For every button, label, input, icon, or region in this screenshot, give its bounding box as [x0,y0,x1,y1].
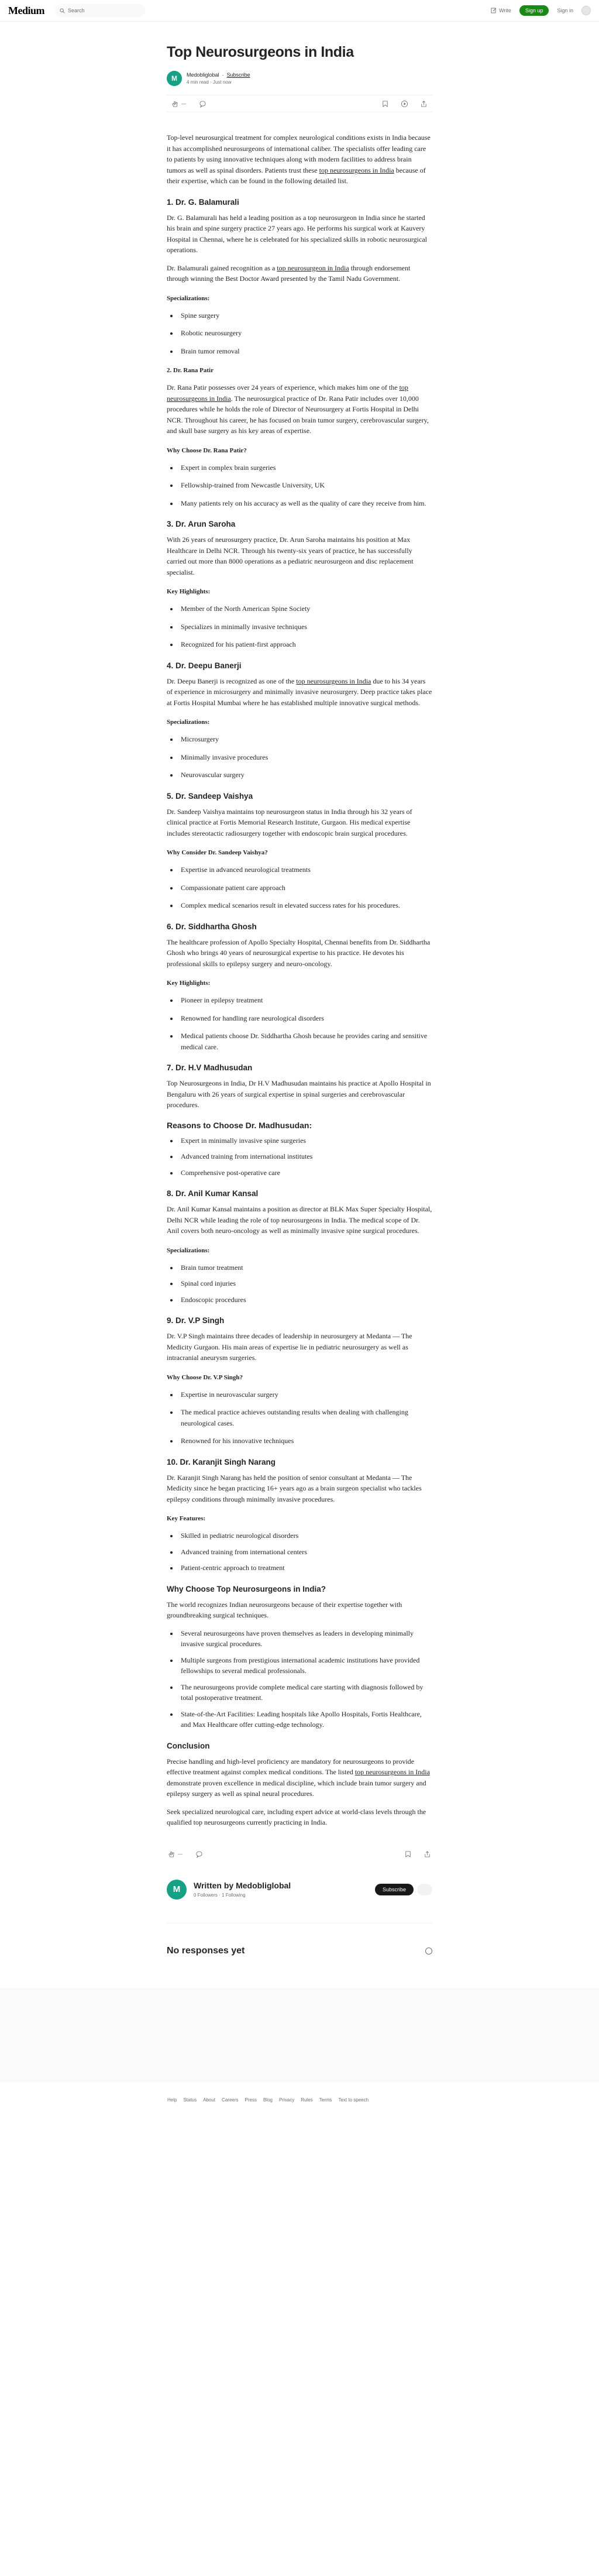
subheading: Reasons to Choose Dr. Madhusudan: [167,1120,312,1130]
text-run: Dr. Rana Patir possesses over 24 years of experience, which makes him one of the [167,383,400,391]
list-item: • Brain tumor removal [178,346,432,357]
bullet-list [178,734,432,781]
article-footer-actions [167,1846,432,1863]
footer-link-privacy[interactable]: Privacy [278,2097,295,2103]
author-row [167,71,432,86]
subheading: Key Highlights: [167,588,211,595]
paragraph: The world recognizes Indian neurosurgeons because of their expertise together with groundbreaking surgical techniques. [167,1600,402,1619]
list-item: • Skilled in pediatric neurological disorders [178,1530,432,1541]
separator-dot: · [219,1892,221,1898]
footer-link-blog[interactable]: Blog [263,2097,273,2103]
list-item: • Minimally invasive procedures [178,752,432,763]
section-heading: 6. Dr. Siddhartha Ghosh [167,922,257,931]
paragraph: Dr. Karanjit Singh Narang has held the position of senior consultant at Medanta — The Medicity since he began practicing 16+ years ago as a brain surgeon specialist who tackles epilepsy conditions through minimally invasive procedures. [167,1473,422,1503]
list-item: • Many patients rely on his accuracy as well as the quality of care they receive from him. [178,498,432,509]
subheading: Specializations: [167,1246,210,1254]
author-card-avatar[interactable]: M [167,1880,187,1900]
footer-link-status[interactable]: Status [183,2097,197,2103]
text-run: due to his 34 years of experience in microsurgery and minimally invasive neurosurgery. Deep practice takes place at Fortis Hospital Mumbai where he has established multiple innovative surgical methods. [167,676,432,707]
keyword-link[interactable]: top neurosurgeons in India [296,676,371,685]
write-icon [491,8,497,13]
share-icon[interactable] [424,1850,431,1858]
write-button[interactable] [491,8,511,13]
bookmark-icon[interactable] [381,100,389,108]
list-item: • Brain tumor treatment [178,1262,432,1273]
clap-icon [171,100,179,108]
recommendations-band [0,1988,599,2083]
list-item: • Several neurosurgeons have proven themselves as leaders in developing minimally invasive surgical procedures. [178,1628,432,1650]
bullet-list [178,1135,432,1179]
bullet-list [178,1389,432,1447]
list-item: • Renowned for handling rare neurological disorders [178,1013,432,1024]
separator-dot: · [210,80,212,85]
list-item: • Recognized for his patient-first approach [178,639,432,650]
more-options-button[interactable] [417,1884,432,1895]
following-count[interactable]: 1 Following [222,1892,246,1898]
publish-date: Just now [212,80,232,85]
list-item: • The neurosurgeons provide complete medical care starting with diagnosis followed by total postoperative treatment. [178,1682,432,1703]
paragraph: Dr. Anil Kumar Kansal maintains a position as director at BLK Max Super Specialty Hospital, Delhi NCR while leading the role of top neurosurgeons in India. The medical scope of Dr. Anil covers both neuro-oncology as well as minimally invasive spine surgical procedures. [167,1205,432,1235]
subheading: Why Choose Dr. Rana Patir? [167,446,247,454]
text-run: demonstrate proven excellence in medical discipline, which include brain tumor surgery and epilepsy surgery as well as spinal neural procedures. [167,1778,426,1798]
bullet-list [178,462,432,509]
list-item: • Spine surgery [178,310,432,321]
list-item: • Advanced training from international centers [178,1547,432,1558]
paragraph [167,382,432,437]
keyword-link[interactable]: top neurosurgeons in India [167,383,408,403]
paragraph [167,676,432,709]
text-run: Top-level neurosurgical treatment for complex neurological conditions exists in India because it has accomplished neurosurgeons of international caliber. The specialists offer leading care to patients by using innovative techniques along with modern facilities to address brain tumors as well as spinal disorders. Patients trust these [167,133,431,174]
footer-link-careers[interactable]: Careers [222,2097,239,2103]
sign-in-link[interactable]: Sign in [557,8,573,13]
text-run: . The neurosurgical practice of Dr. Rana Patir includes over 10,000 procedures while he holds the role of Director of Neurosurgery at Fortis Hospital in Delhi NCR. Throughout his career, he has focused on brain tumor surgery, cerebrovascular surgery, and skull base surgery as his key areas of expertise. [167,394,429,435]
keyword-link[interactable]: top neurosurgeons in India [319,166,394,174]
list-item: • Expert in minimally invasive spine surgeries [178,1135,432,1146]
section-heading: 4. Dr. Deepu Banerji [167,661,242,670]
list-item: • Multiple surgeons from prestigious international academic institutions have provided fellowships to several medical professionals. [178,1655,432,1677]
keyword-link[interactable]: top neurosurgeons in India [354,1768,430,1776]
subheading: Why Choose Dr. V.P Singh? [167,1373,243,1381]
subheading: Specializations: [167,294,210,302]
text-run: through endorsement through winning the Best Doctor Award presented by the Tamil Nadu Government. [167,263,411,283]
paragraph: The healthcare profession of Apollo Specialty Hospital, Chennai benefits from Dr. Siddhartha Ghosh who brings 40 years of neurosurgical expertise to his practice. He devotes his professional skills to epilepsy surgery and neuro-oncology. [167,937,431,968]
clap-count: — [178,1852,183,1857]
clap-count: — [181,101,186,107]
list-item: • Complex medical scenarios result in elevated success rates for his procedures. [178,900,432,911]
footer-link-terms[interactable]: Terms [319,2097,332,2103]
section-heading: 1. Dr. G. Balamurali [167,197,239,207]
bullet-list [178,1262,432,1306]
bullet-list [178,310,432,357]
search-placeholder: Search [68,8,85,13]
list-item: • Advanced training from international institutes [178,1151,432,1162]
responses-title: No responses yet [167,1945,245,1956]
list-item: • Spinal cord injuries [178,1278,432,1289]
subscribe-button[interactable]: Subscribe [375,1884,414,1895]
info-icon[interactable] [425,1948,432,1955]
author-card [167,1880,432,1900]
section-heading: Why Choose Top Neurosurgeons in India? [167,1584,326,1593]
paragraph: Dr. Sandeep Vaishya maintains top neurosurgeon status in India through his 32 years of clinical practice at Fortis Memorial Research Institute, Gurgaon. His medical expertise includes stereotactic radiosurgery together with endoscopic brain surgical procedures. [167,807,412,837]
footer-link-rules[interactable]: Rules [301,2097,313,2103]
list-item: • Compassionate patient care approach [178,882,432,894]
bullet-list [178,864,432,911]
read-time: 4 min read [187,80,209,85]
list-item: • Renowned for his innovative techniques [178,1435,432,1447]
paragraph [167,1756,432,1799]
list-item: • Comprehensive post-operative care [178,1167,432,1179]
listen-icon[interactable] [401,100,408,108]
paragraph: Top Neurosurgeons in India, Dr H.V Madhusudan maintains his practice at Apollo Hospital in Bengaluru with 26 years of surgical expertise in spinal surgeries and cerebrovascular procedures. [167,1079,431,1109]
paragraph: Dr. V.P Singh maintains three decades of leadership in neurosurgery at Medanta — The Medicity Gurgaon. His main areas of expertise lie in pediatric neurosurgery as well as intracranial aneurysm surgeries. [167,1332,412,1362]
bullet-list [178,1530,432,1574]
text-run: because of their expertise, which can be found in the following detailed list. [167,166,426,185]
paragraph: Seek specialized neurological care, including expert advice at world-class levels through the qualified top neurosurgeons currently practicing in India. [167,1807,426,1826]
written-by-title[interactable]: Written by Medobliglobal [194,1881,291,1890]
text-run: Dr. Deepu Banerji is recognized as one of the [167,676,297,685]
section-heading: 8. Dr. Anil Kumar Kansal [167,1189,259,1198]
site-footer [0,2083,599,2118]
clap-button[interactable] [168,1850,183,1858]
section-heading: 7. Dr. H.V Madhusudan [167,1063,253,1072]
clap-button[interactable] [171,100,186,108]
list-item: • Expertise in neurovascular surgery [178,1389,432,1400]
keyword-link[interactable]: top neurosurgeon in India [277,263,349,272]
comment-icon[interactable] [199,100,206,108]
subheading: Specializations: [167,719,210,726]
footer-link-text-to-speech[interactable]: Text to speech [338,2097,369,2103]
footer-link-about[interactable]: About [203,2097,216,2103]
author-avatar[interactable]: M [167,71,182,86]
sign-up-button[interactable]: Sign up [519,5,549,16]
comment-icon[interactable] [195,1850,203,1858]
list-item: • Patient-centric approach to treatment [178,1562,432,1574]
section-heading: Conclusion [167,1741,210,1750]
write-label: Write [499,8,511,13]
list-item: • Medical patients choose Dr. Siddhartha Ghosh because he provides caring and sensitive medical care. [178,1031,432,1052]
bullet-list [178,995,432,1052]
list-item: • Robotic neurosurgery [178,328,432,339]
text-run: Dr. Balamurali gained recognition as a [167,263,277,272]
paragraph: Dr. G. Balamurali has held a leading position as a top neurosurgeon in India since he started his brain and spine surgery practice 27 years ago. He performs his surgical work at Kauvery Hospital in Chennai, where he is celebrated for his specialized skills in robotic neurosurgical operations. [167,213,427,254]
article-action-bar [167,95,432,112]
list-item: • Expert in complex brain surgeries [178,462,432,473]
share-icon[interactable] [420,100,428,108]
article-title: Top Neurosurgeons in India [167,44,354,60]
article-body [167,132,432,1828]
bookmark-icon[interactable] [404,1850,412,1858]
separator-dot: · [222,72,224,78]
section-heading: 5. Dr. Sandeep Vaishya [167,791,253,801]
list-item: • Expertise in advanced neurological treatments [178,864,432,875]
list-item: • Fellowship-trained from Newcastle University, UK [178,480,432,491]
paragraph [167,263,432,284]
footer-link-press[interactable]: Press [245,2097,257,2103]
user-avatar-icon[interactable] [581,6,591,15]
clap-icon [168,1850,175,1858]
list-item: • State-of-the-Art Facilities: Leading hospitals like Apollo Hospitals, Fortis Healthcare, and Max Healthcare offer cutting-edge technology. [178,1709,432,1730]
section-heading: 3. Dr. Arun Saroha [167,520,236,528]
responses-section [167,1946,432,1956]
search-input[interactable] [55,4,145,17]
subheading: Why Consider Dr. Sandeep Vaishya? [167,849,268,856]
list-item: • Pioneer in epilepsy treatment [178,995,432,1006]
list-item: • Member of the North American Spine Society [178,603,432,614]
top-navigation-bar [0,0,599,22]
text-run: Precise handling and high-level proficiency are mandatory for neurosurgeons to provide effective treatment against complex medical conditions. The listed [167,1757,414,1776]
followers-count[interactable]: 0 Followers [194,1892,218,1898]
subscribe-link[interactable]: Subscribe [226,72,250,78]
list-item: • Endoscopic procedures [178,1294,432,1306]
list-item: • Specializes in minimally invasive techniques [178,621,432,633]
author-name[interactable]: Medobliglobal [187,72,219,78]
list-item: • The medical practice achieves outstanding results when dealing with challenging neurological cases. [178,1407,432,1428]
paragraph: With 26 years of neurosurgery practice, Dr. Arun Saroha maintains his position at Max Healthcare in Delhi NCR. Through his twenty-six years of practice, he has successfully carried out more than 8000 operations as a pediatric neurosurgeon and disc replacement specialist. [167,535,414,576]
section-heading: 9. Dr. V.P Singh [167,1316,225,1325]
section-heading: 10. Dr. Karanjit Singh Narang [167,1457,276,1466]
footer-link-help[interactable]: Help [167,2097,177,2103]
bullet-list [178,1628,432,1730]
medium-logo[interactable]: Medium [8,4,44,16]
article [167,43,432,1956]
intro-paragraph [167,132,432,187]
subheading: Key Highlights: [167,980,211,987]
list-item: • Neurovascular surgery [178,770,432,781]
bullet-list [178,603,432,650]
search-icon [60,8,65,13]
section-heading: 2. Dr. Rana Patir [167,367,214,374]
list-item: • Microsurgery [178,734,432,745]
subheading: Key Features: [167,1515,206,1522]
divider [167,1923,432,1924]
